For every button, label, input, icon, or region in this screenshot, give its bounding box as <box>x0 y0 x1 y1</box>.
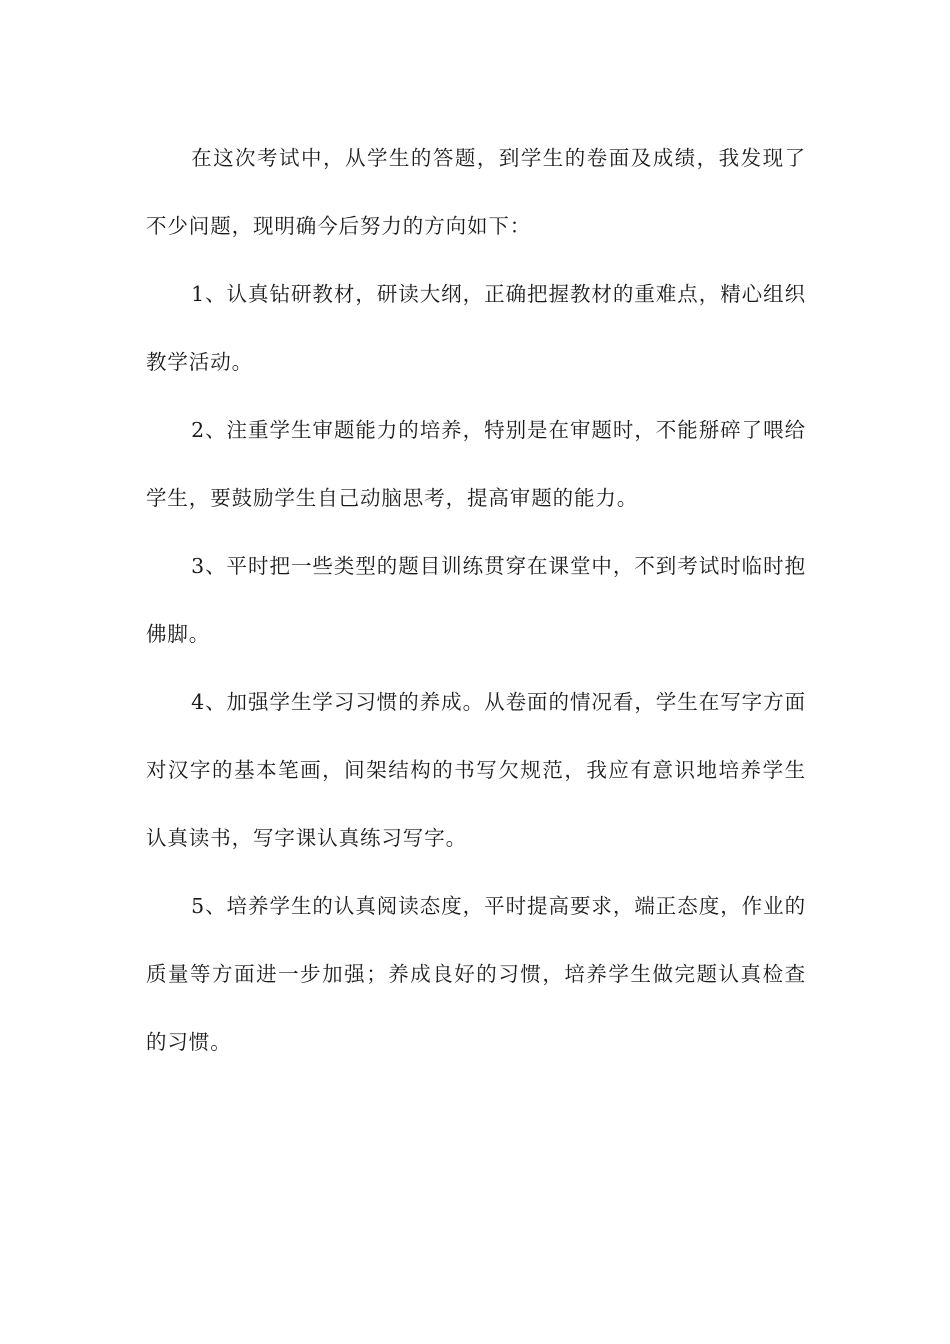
intro-paragraph: 在这次考试中，从学生的答题，到学生的卷面及成绩，我发现了不少问题，现明确今后努力的方向如下： <box>146 146 806 238</box>
point-2-paragraph: 2、注重学生审题能力的培养，特别是在审题时，不能掰碎了喂给学生，要鼓励学生自己动脑思考，提高审题的能力。 <box>146 418 806 510</box>
point-3-paragraph: 3、平时把一些类型的题目训练贯穿在课堂中，不到考试时临时抱佛脚。 <box>146 554 806 646</box>
point-5-paragraph: 5、培养学生的认真阅读态度，平时提高要求，端正态度，作业的质量等方面进一步加强；养成良好的习惯，培养学生做完题认真检查的习惯。 <box>146 894 806 1054</box>
point-4-paragraph: 4、加强学生学习习惯的养成。从卷面的情况看，学生在写字方面对汉字的基本笔画，间架结构的书写欠规范，我应有意识地培养学生认真读书，写字课认真练习写字。 <box>146 690 806 850</box>
point-1-paragraph: 1、认真钻研教材，研读大纲，正确把握教材的重难点，精心组织教学活动。 <box>146 282 806 374</box>
document-body <box>146 124 806 1076</box>
